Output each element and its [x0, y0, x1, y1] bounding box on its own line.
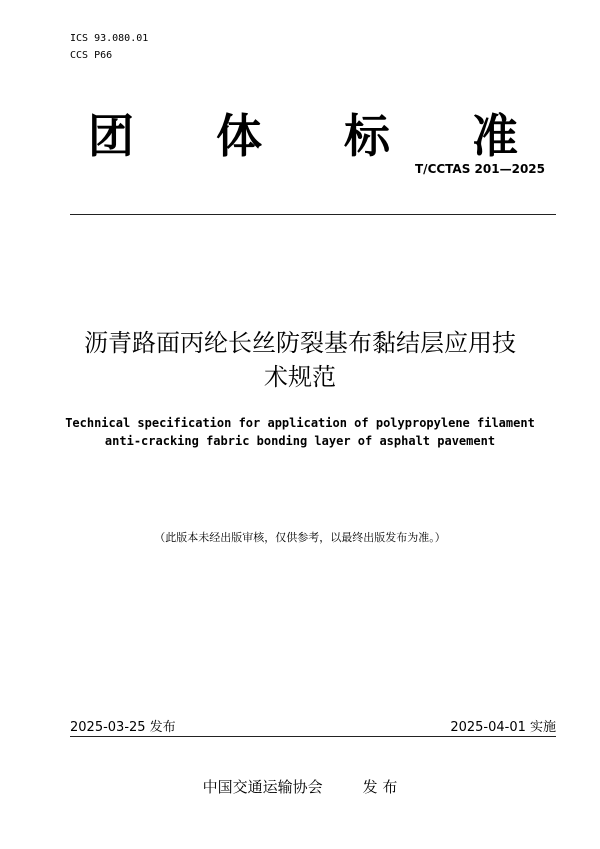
title-char: 团: [88, 109, 134, 163]
publish-action: 发 布: [362, 778, 398, 796]
implementation-date: 2025-04-01 实施: [450, 720, 556, 735]
top-divider: [70, 214, 556, 215]
title-char: 标: [344, 109, 390, 163]
english-title-line: anti-cracking fabric bonding layer of asphalt pavement: [104, 434, 496, 448]
english-title-line: Technical specification for application of polypropylene filament: [65, 416, 535, 430]
publisher-name: 中国交通运输协会: [202, 778, 323, 796]
ics-code: ICS 93.080.01: [70, 33, 149, 44]
publisher: [0, 776, 600, 797]
chinese-title-line: 沥青路面丙纶长丝防裂基布黏结层应用技: [84, 329, 516, 357]
bottom-divider: [70, 736, 556, 737]
title-char: 准: [472, 109, 518, 163]
classification-codes: [70, 30, 148, 64]
title-char: 体: [216, 109, 262, 163]
draft-notice: （此版本未经出版审核，仅供参考，以最终出版发布为准。）: [154, 531, 446, 544]
chinese-title: [50, 326, 550, 394]
ccs-code: CCS P66: [70, 50, 113, 61]
issue-date: 2025-03-25 发布: [70, 720, 176, 735]
english-title: [40, 414, 560, 450]
chinese-title-line: 术规范: [264, 363, 336, 391]
standard-number: T/CCTAS 201—2025: [415, 162, 545, 176]
standard-type-title: [88, 106, 518, 166]
